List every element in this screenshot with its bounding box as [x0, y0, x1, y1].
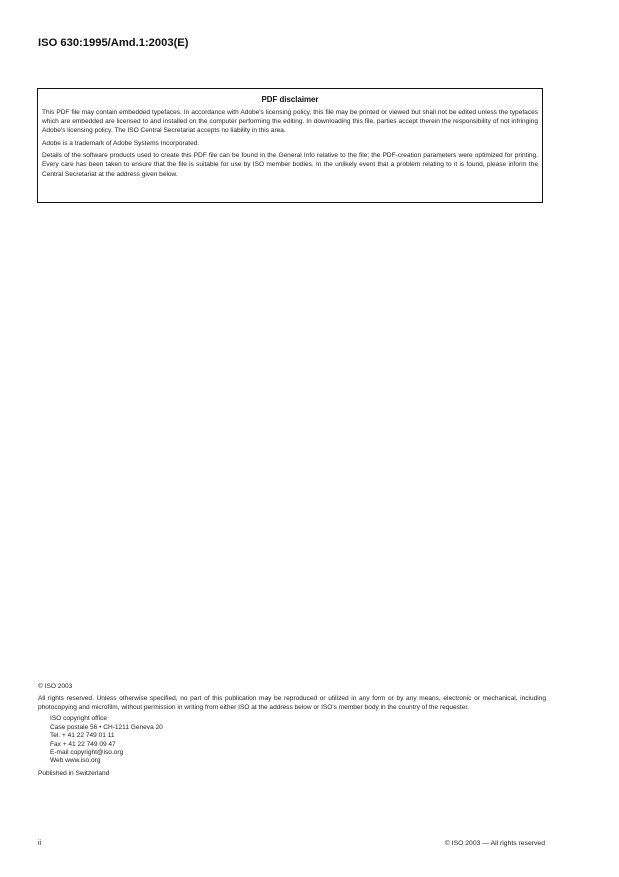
disclaimer-paragraph-typefaces: This PDF file may contain embedded typefaces. In accordance with Adobe's licensing policy, this file may be printed or viewed but shall not be edited unless the typefaces which are embedded are licensed to and installed on the computer performing the editing. In downloading this file, parties accept therein the responsibility of not infringing Adobe's licensing policy. The ISO Central Secretariat accepts no liability in this area.	[42, 109, 538, 135]
address-email: E-mail copyright@iso.org	[50, 748, 124, 756]
disclaimer-paragraph-trademark: Adobe is a trademark of Adobe Systems Incorporated.	[42, 139, 200, 147]
published-in: Published in Switzerland	[38, 769, 110, 777]
footer-copyright: © ISO 2003 — All rights reserved	[444, 840, 545, 847]
copyright-office-address	[38, 715, 546, 765]
rights-reserved-paragraph: All rights reserved. Unless otherwise specified, no part of this publication may be reproduced or utilized in any form or by any means, electronic or mechanical, including photocopying and microfilm, without permission in writing from either ISO at the address below or ISO's member body in the country of the requester.	[38, 695, 546, 712]
copyright-line: © ISO 2003	[38, 683, 73, 690]
disclaimer-paragraph-software: Details of the software products used to create this PDF file can be found in the General Info relative to the file; the PDF-creation parameters were optimized for printing. Every care has been taken to ensure that the file is suitable for use by ISO member bodies. In the unlikely event that a problem relating to it is found, please inform the Central Secretariat at the address given below.	[42, 152, 538, 178]
address-tel: Tel. + 41 22 749 01 11	[50, 732, 115, 740]
address-web: Web www.iso.org	[50, 757, 101, 765]
disclaimer-title: PDF disclaimer	[261, 95, 319, 104]
address-office: ISO copyright office	[50, 715, 108, 723]
pdf-disclaimer-box	[37, 88, 543, 203]
address-postal: Case postale 56 • CH-1211 Geneva 20	[50, 723, 163, 731]
address-fax: Fax + 41 22 749 09 47	[50, 740, 116, 748]
page-number: ii	[38, 840, 42, 847]
copyright-block	[38, 682, 546, 778]
document-id-header: ISO 630:1995/Amd.1:2003(E)	[38, 37, 189, 49]
